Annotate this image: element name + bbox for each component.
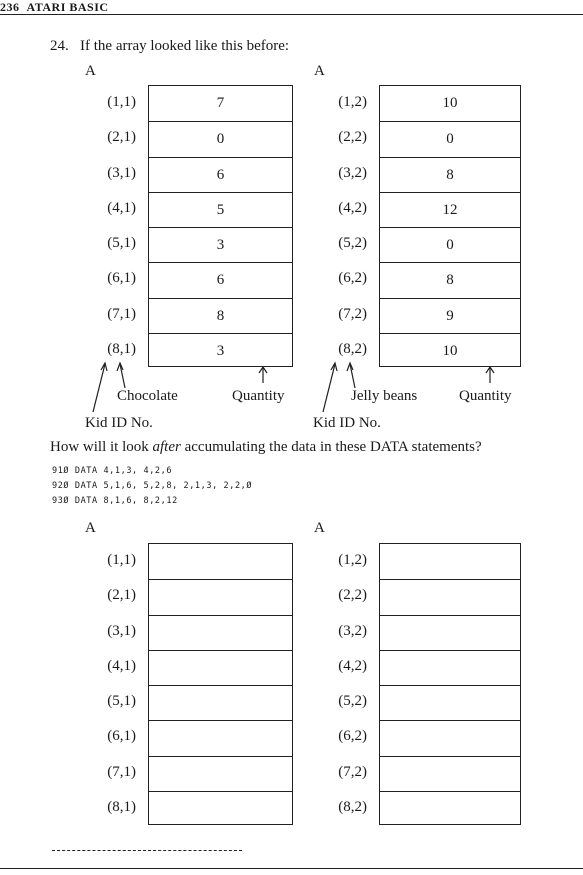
- array-label-before-left: A: [85, 63, 96, 79]
- prompt-emphasis: after: [152, 439, 181, 455]
- array-cell[interactable]: [380, 685, 520, 721]
- array-cell: 6: [149, 157, 292, 193]
- array-cell: 6: [149, 262, 292, 298]
- array-index-label: (1,2): [338, 94, 367, 110]
- book-title: ATARI BASIC: [26, 0, 109, 14]
- chocolate-label: Chocolate: [117, 388, 178, 404]
- array-cell[interactable]: [149, 579, 292, 615]
- array-label-after-right: A: [314, 520, 325, 536]
- array-cell[interactable]: [149, 615, 292, 651]
- after-array-col2: [379, 543, 521, 825]
- before-array-col2: [379, 85, 521, 367]
- after-array-col1: [148, 543, 293, 825]
- array-index-label: (1,2): [338, 552, 367, 568]
- data-statement-line: 92Ø DATA 5,1,6, 5,2,8, 2,1,3, 2,2,Ø: [52, 481, 253, 491]
- array-index-label: (7,2): [338, 305, 367, 322]
- array-cell[interactable]: [149, 756, 292, 792]
- array-cell: 8: [149, 298, 292, 334]
- array-cell: 8: [380, 157, 520, 193]
- array-cell: 10: [380, 333, 520, 369]
- array-index-label: (2,1): [107, 587, 136, 604]
- array-index-label: (6,2): [338, 270, 367, 287]
- prompt-text-2: accumulating the data in these DATA statements?: [180, 439, 482, 455]
- array-index-label: (4,2): [338, 657, 367, 674]
- array-index-label: (5,1): [107, 693, 136, 709]
- array-index-label: (4,2): [338, 199, 367, 216]
- array-cell: 8: [380, 262, 520, 298]
- array-index-label: (7,1): [107, 305, 136, 322]
- array-cell: 10: [442, 95, 458, 111]
- accumulate-prompt: [50, 439, 482, 456]
- array-index-label: (3,1): [107, 622, 136, 639]
- array-label-before-right: A: [314, 63, 325, 79]
- array-index-label: (4,1): [107, 657, 136, 674]
- array-cell: 7: [216, 95, 225, 111]
- array-cell[interactable]: [380, 615, 520, 651]
- kid-id-label-left: Kid ID No.: [85, 415, 153, 431]
- array-cell[interactable]: [149, 720, 292, 756]
- array-cell[interactable]: [149, 650, 292, 686]
- array-index-label: (6,1): [107, 270, 136, 287]
- array-index-label: (8,2): [338, 798, 367, 815]
- quantity-label-left: Quantity: [232, 388, 285, 404]
- array-label-after-left: A: [85, 520, 96, 536]
- data-statement-line: 91Ø DATA 4,1,3, 4,2,6: [52, 466, 173, 476]
- array-cell: 5: [149, 192, 292, 228]
- array-index-label: (1,1): [107, 94, 136, 110]
- jelly-beans-label: Jelly beans: [351, 388, 418, 404]
- array-index-label: (8,1): [107, 798, 136, 815]
- array-index-label: (5,2): [338, 235, 367, 251]
- array-cell: 0: [149, 121, 292, 157]
- array-cell[interactable]: [149, 685, 292, 721]
- array-index-label: (2,2): [338, 129, 367, 146]
- question-number: 24.: [50, 38, 69, 54]
- answer-dash-line: [52, 850, 242, 851]
- array-index-label: (7,1): [107, 763, 136, 780]
- array-cell: 0: [380, 121, 520, 157]
- prompt-text-1: How will it look: [50, 439, 153, 455]
- array-index-label: (7,2): [338, 763, 367, 780]
- array-index-label: (3,2): [338, 164, 367, 181]
- array-cell[interactable]: [380, 579, 520, 615]
- array-cell: 0: [380, 227, 520, 263]
- array-index-label: (6,2): [338, 728, 367, 745]
- array-index-label: (8,2): [338, 340, 367, 357]
- array-cell[interactable]: [380, 650, 520, 686]
- array-cell: 12: [380, 192, 520, 228]
- array-cell: 3: [149, 227, 292, 263]
- kid-id-label-right: Kid ID No.: [313, 415, 381, 431]
- question-text: If the array looked like this before:: [80, 38, 290, 54]
- array-cell[interactable]: [149, 544, 292, 579]
- array-index-label: (5,1): [107, 235, 136, 251]
- footer-rule: [0, 868, 583, 869]
- before-array-col1: [148, 85, 293, 367]
- array-cell[interactable]: [380, 544, 520, 579]
- question: [50, 38, 289, 55]
- array-index-label: (8,1): [107, 340, 136, 357]
- array-cell: 9: [380, 298, 520, 334]
- quantity-arrow-right: [483, 366, 497, 384]
- array-index-label: (3,2): [338, 622, 367, 639]
- array-index-label: (5,2): [338, 693, 367, 709]
- array-index-label: (4,1): [107, 199, 136, 216]
- data-statement-line: 93Ø DATA 8,1,6, 8,2,12: [52, 496, 178, 506]
- quantity-label-right: Quantity: [459, 388, 512, 404]
- array-index-label: (6,1): [107, 728, 136, 745]
- array-index-label: (3,1): [107, 164, 136, 181]
- array-cell[interactable]: [380, 756, 520, 792]
- page-number: 236: [0, 0, 20, 14]
- array-cell: 3: [149, 333, 292, 369]
- array-index-label: (2,1): [107, 129, 136, 146]
- running-header: [0, 0, 109, 15]
- quantity-arrow-left: [256, 366, 270, 384]
- array-cell[interactable]: [149, 791, 292, 827]
- array-index-label: (1,1): [107, 552, 136, 568]
- array-cell[interactable]: [380, 791, 520, 827]
- header-rule: [0, 14, 583, 15]
- array-cell[interactable]: [380, 720, 520, 756]
- array-index-label: (2,2): [338, 587, 367, 604]
